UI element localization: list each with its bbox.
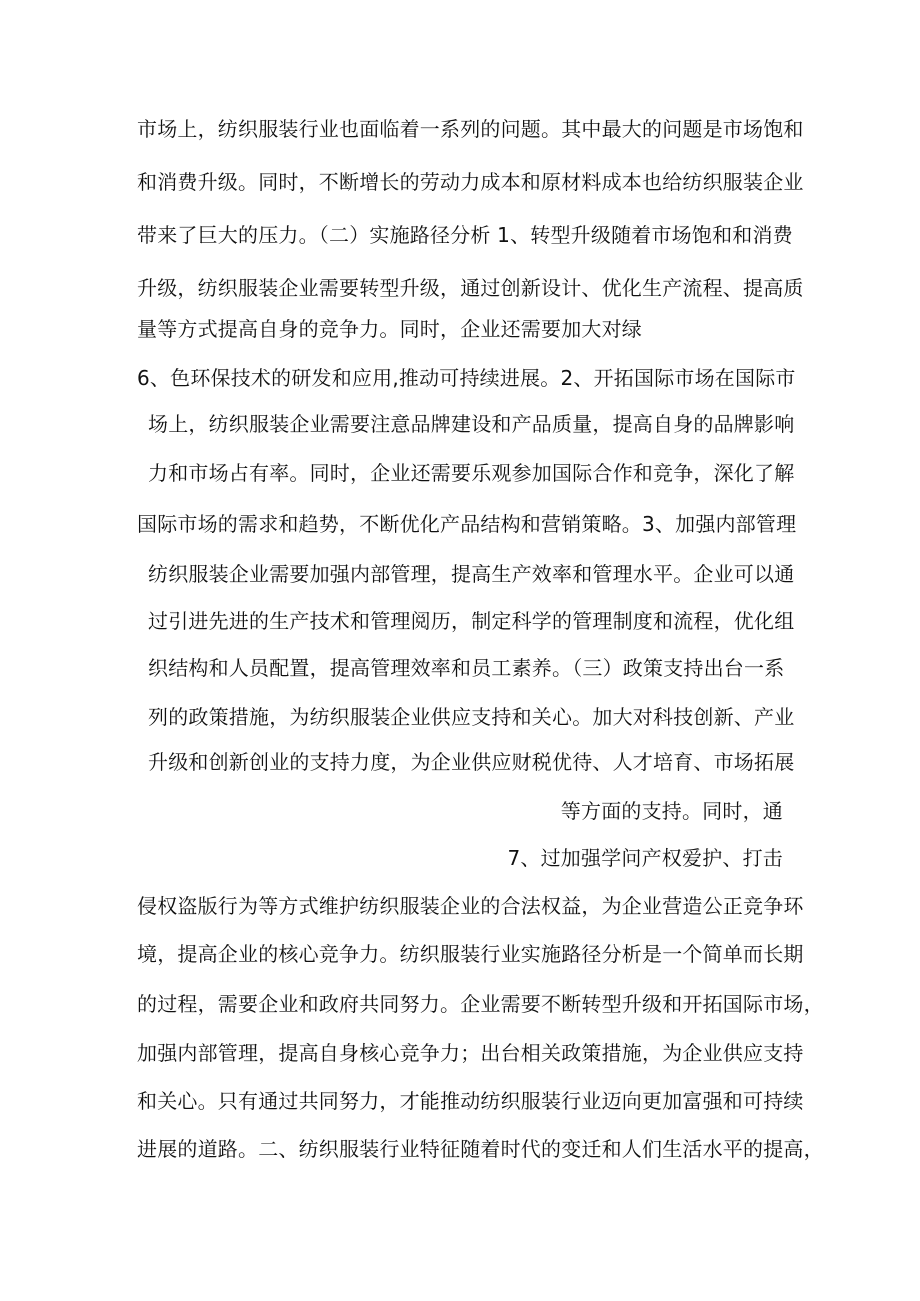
text-line: 等方面的支持。同时，通 xyxy=(560,799,783,823)
text-line: 7、过加强学问产权爱护、打击 xyxy=(507,846,783,870)
text-line: 加强内部管理，提高自身核心竞争力；出台相关政策措施，为企业供应支持 xyxy=(137,1041,804,1065)
text-line: 的过程，需要企业和政府共同努力。企业需要不断转型升级和开拓国际市场， xyxy=(137,992,824,1016)
text-line: 力和市场占有率。同时，企业还需要乐观参加国际合作和竞争，深化了解 xyxy=(148,461,795,485)
text-line: 6、色环保技术的研发和应用,推动可持续进展。2、开拓国际市场在国际市 xyxy=(137,366,796,390)
text-line: 带来了巨大的压力。（二）实施路径分析 1、转型升级随着市场饱和和消费 xyxy=(137,223,793,247)
text-line: 侵权盗版行为等方式维护纺织服装企业的合法权益，为企业营造公正竞争环 xyxy=(137,894,804,918)
text-line: 市场上，纺织服装行业也面临着一系列的问题。其中最大的问题是市场饱和 xyxy=(137,117,804,141)
text-line: 和关心。只有通过共同努力，才能推动纺织服装行业迈向更加富强和可持续 xyxy=(137,1089,804,1113)
text-line: 过引进先进的生产技术和管理阅历，制定科学的管理制度和流程，优化组 xyxy=(148,609,795,633)
text-line: 升级，纺织服装企业需要转型升级，通过创新设计、优化生产流程、提高质 xyxy=(137,276,804,300)
text-line: 场上，纺织服装企业需要注意品牌建设和产品质量，提高自身的品牌影响 xyxy=(148,412,795,436)
text-line: 进展的道路。二、纺织服装行业特征随着时代的变迁和人们生活水平的提高， xyxy=(137,1137,824,1161)
text-line: 纺织服装企业需要加强内部管理，提高生产效率和管理水平。企业可以通 xyxy=(148,562,795,586)
text-line: 升级和创新创业的支持力度，为企业供应财税优待、人才培育、市场拓展 xyxy=(148,750,795,774)
text-line: 量等方式提高自身的竞争力。同时，企业还需要加大对绿 xyxy=(137,317,642,341)
text-line: 列的政策措施，为纺织服装企业供应支持和关心。加大对科技创新、产业 xyxy=(148,705,795,729)
text-line: 境，提高企业的核心竞争力。纺织服装行业实施路径分析是一个简单而长期 xyxy=(137,942,804,966)
text-line: 和消费升级。同时，不断增长的劳动力成本和原材料成本也给纺织服装企业 xyxy=(137,170,804,194)
text-line: 国际市场的需求和趋势，不断优化产品结构和营销策略。3、加强内部管理 xyxy=(137,512,797,536)
text-line: 织结构和人员配置，提高管理效率和员工素养。（三）政策支持出台一系 xyxy=(148,656,785,680)
